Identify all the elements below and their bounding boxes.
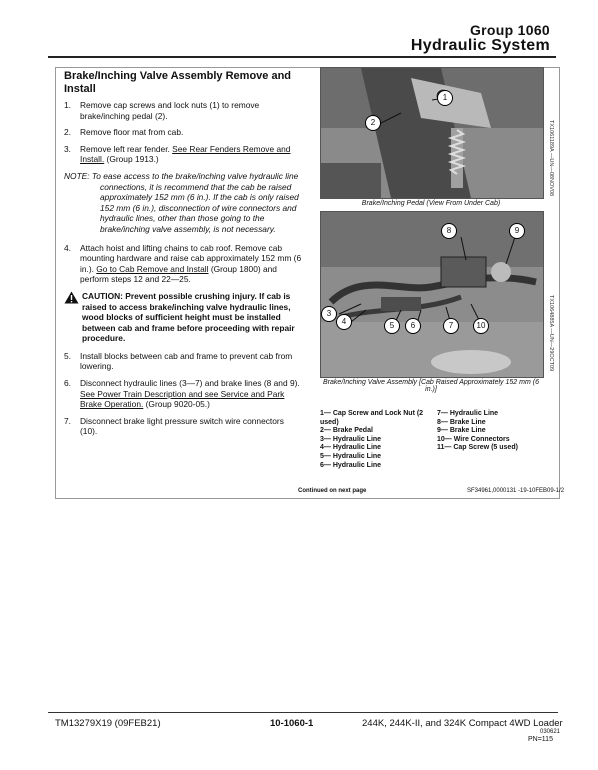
step-text: (Group 1913.) [104,154,159,165]
figure-caption: Brake/Inching Valve Assembly [Cab Raised Approximately 152 mm (6 in.)] [323,379,539,393]
section-title: Brake/Inching Valve Assembly Remove and Install [64,70,292,95]
rear-fenders-link[interactable]: See Rear Fenders Remove and Install. [80,143,291,165]
step-text: (Group 9020-05.) [143,399,210,410]
step-1 [64,100,302,121]
step-7 [64,416,302,437]
cab-remove-link[interactable]: Go to Cab Remove and Install [96,263,209,274]
callout-10: 10 [473,318,489,334]
step-text: Remove floor mat from cab. [80,127,184,138]
reference-code: SF34961,0000131 -19-10FEB09-1/2 [467,488,565,494]
callout-6: 6 [405,318,421,334]
figure-id: TX1061189A —UN—08NOV08 [548,120,554,197]
step-number: 5. [64,350,71,361]
step-text: Install blocks between cab and frame to prevent cab from lowering. [80,350,293,372]
step-text: Attach hoist and lifting chains to cab roof. Remove cab mounting hardware and raise cab approximately 152 mm (6 in.). [80,242,302,274]
callout-9: 9 [509,223,525,239]
step-number: 6. [64,378,71,389]
step-text: Disconnect brake light pressure switch wire connectors (10). [80,415,284,437]
step-text: Remove cap screws and lock nuts (1) to remove brake/inching pedal (2). [80,100,260,121]
legend-left [320,410,432,470]
brake-pedal-photo [320,67,544,199]
step-6 [64,378,302,410]
header-rule [48,56,556,58]
callout-5: 5 [384,318,400,334]
legend-item: 9— Brake Line [437,427,486,435]
step-number: 2. [64,127,71,138]
legend-item: 2— Brake Pedal [320,427,373,435]
warning-icon [64,291,79,304]
step-text: Remove left rear fender. [80,143,173,154]
model-name: 244K, 244K-II, and 324K Compact 4WD Loader [362,718,563,729]
step-number: 7. [64,415,71,426]
step-2 [64,127,302,138]
callout-3: 3 [321,306,337,322]
continued-note: Continued on next page [298,488,367,494]
step-4 [64,243,302,285]
pn-number: PN=115 [528,736,553,743]
step-5 [64,351,302,372]
document-number: TM13279X19 (09FEB21) [55,718,161,729]
step-text: Disconnect hydraulic lines (3—7) and brake lines (8 and 9). [80,378,300,389]
power-train-link[interactable]: See Power Train Description and see Service and Park Brake Operation. [80,388,285,410]
footer-rule [48,712,558,713]
note: NOTE: To ease access to the brake/inching valve hydraulic line connections, it is recommend that the cab be raised approximately 152 mm (6 in.). If the cab is only raised 152 mm (6 in.), disconnection of wire connectors and hydraulic lines, other than those going to the brake/inching valve assembly, is not necessary. [64,170,299,234]
page-title: Hydraulic System [410,37,550,54]
figure-caption: Brake/Inching Pedal (View From Under Cab) [361,200,501,207]
callout-7: 7 [443,318,459,334]
step-number: 1. [64,100,71,110]
step-number: 3. [64,143,71,154]
step-3 [64,144,302,165]
callout-4: 4 [336,314,352,330]
step-number: 4. [64,242,71,253]
step-text: (Group 1800) and perform steps 12 and 22—25. [80,263,277,285]
figure-id: TX1064885A —UN—29OCT09 [548,295,554,372]
legend-item: 11— Cap Screw (5 used) [437,444,518,452]
legend-item: 1— Cap Screw and Lock Nut (2 used) [320,410,424,426]
callout-1: 1 [437,90,453,106]
callout-8: 8 [441,223,457,239]
legend-item: 7— Hydraulic Line [437,410,499,417]
legend-item: 8— Brake Line [437,418,486,426]
caution-block [64,291,302,344]
print-code: 030621 [540,729,561,735]
legend-item: 5— Hydraulic Line [320,452,382,460]
callout-2: 2 [365,115,381,131]
group-label: Group 1060 [469,22,550,38]
caution-text: CAUTION: Prevent possible crushing injury. If cab is raised to access brake/inching valve hydraulic lines, wood blocks of sufficient height must be installed between cab and frame before proceeding with repair procedure. [82,290,295,344]
legend-right [437,410,542,453]
legend-item: 4— Hydraulic Line [320,444,382,452]
legend-item: 6— Hydraulic Line [320,461,382,469]
legend-item: 3— Hydraulic Line [320,435,382,443]
page-number: 10-1060-1 [270,718,314,729]
legend-item: 10— Wire Connectors [437,435,510,443]
procedure-text [64,100,302,443]
